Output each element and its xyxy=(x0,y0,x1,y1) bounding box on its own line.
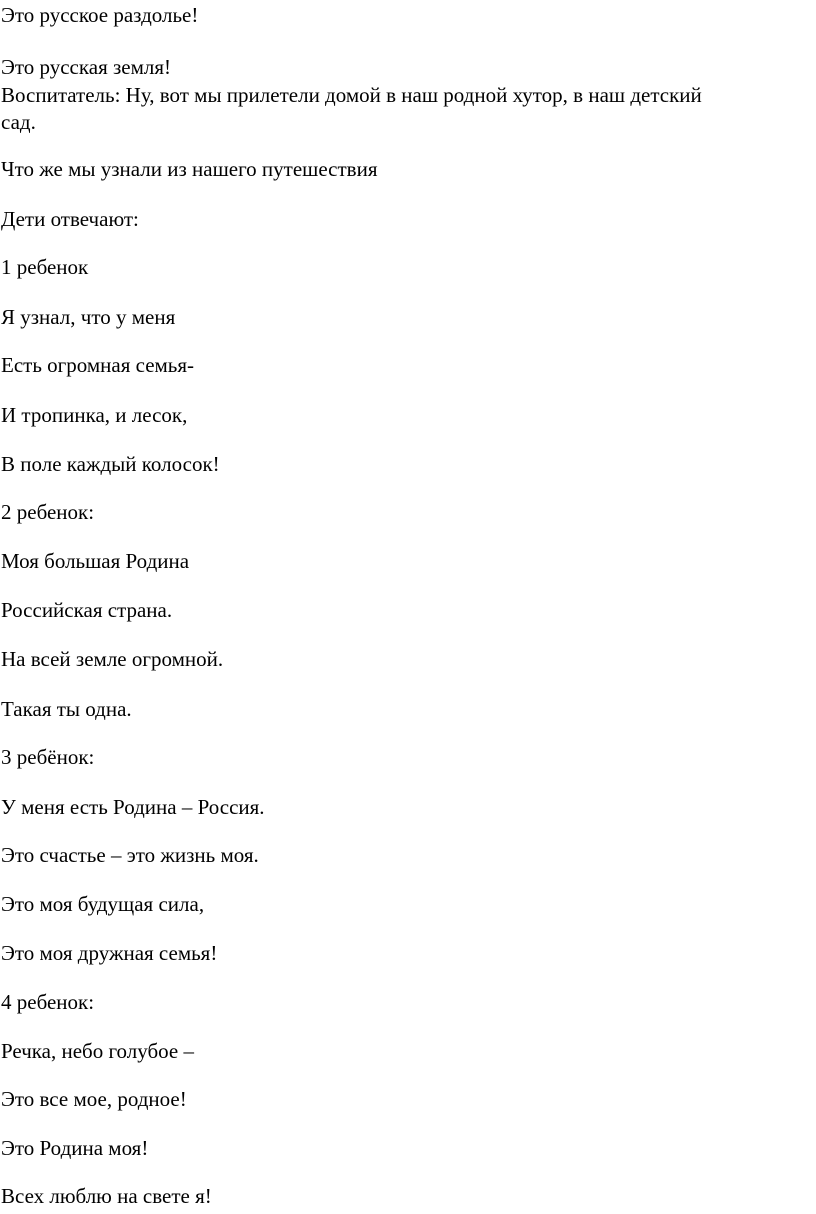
text-line: сад. xyxy=(1,110,36,134)
text-line: 1 ребенок xyxy=(1,255,89,279)
text-line: Дети отвечают: xyxy=(1,207,139,231)
text-line: Это Родина моя! xyxy=(1,1136,149,1160)
text-line: Российская страна. xyxy=(1,598,173,622)
text-line: Речка, небо голубое – xyxy=(1,1039,194,1063)
text-line: Это моя дружная семья! xyxy=(1,941,218,965)
text-line: Я узнал, что у меня xyxy=(1,305,176,329)
text-line: Это моя будущая сила, xyxy=(1,892,205,916)
text-line: Всех люблю на свете я! xyxy=(1,1184,212,1208)
text-line: Моя большая Родина xyxy=(1,549,190,573)
text-line: В поле каждый колосок! xyxy=(1,452,220,476)
text-line: 3 ребёнок: xyxy=(1,745,95,769)
text-line: 2 ребенок: xyxy=(1,500,95,524)
text-line: 4 ребенок: xyxy=(1,990,95,1014)
text-line: У меня есть Родина – Россия. xyxy=(1,795,265,819)
text-line: Это русское раздолье! xyxy=(1,3,199,27)
text-line: И тропинка, и лесок, xyxy=(1,403,188,427)
text-line: На всей земле огромной. xyxy=(1,647,224,671)
text-line: Воспитатель: Ну, вот мы прилетели домой в наш родной хутор, в наш детский xyxy=(1,83,702,107)
text-line: Это все мое, родное! xyxy=(1,1087,187,1111)
text-line: Есть огромная семья- xyxy=(1,353,195,377)
text-line: Такая ты одна. xyxy=(1,697,132,721)
text-line: Что же мы узнали из нашего путешествия xyxy=(1,157,378,181)
text-line: Это русская земля! xyxy=(1,55,172,79)
text-line: Это счастье – это жизнь моя. xyxy=(1,843,259,867)
